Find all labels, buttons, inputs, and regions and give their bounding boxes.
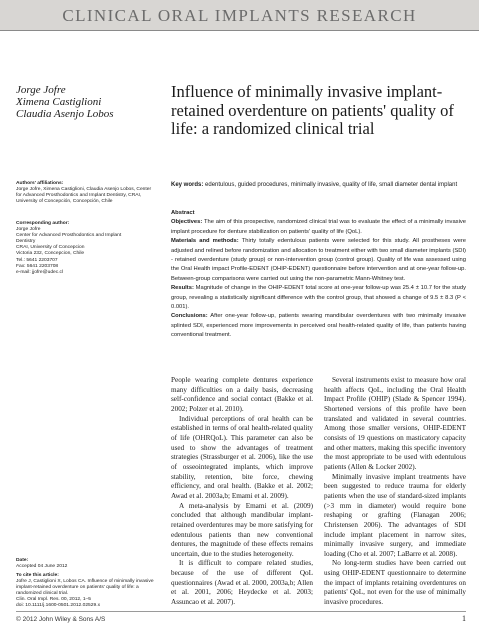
header-rule — [0, 30, 479, 31]
keywords-text: edentulous, guided procedures, minimally invasive, quality of life, small diameter dental implant — [205, 182, 458, 188]
affiliations-heading: Authors' affiliations: — [16, 181, 64, 186]
accepted-date — [16, 558, 67, 570]
affiliations-text: Jorge Jofre, Ximena Castiglioni, Claudia Asenjo Lobos, Center for Advanced Prosthodontics and Implant Dentistry, CRAI, University of Concepción, Concepción, Chile — [16, 187, 152, 205]
citation-label: To cite this article: — [16, 573, 59, 578]
body-column-left — [171, 376, 313, 608]
citation — [16, 573, 156, 610]
body-column-right — [324, 376, 466, 608]
page-number: 1 — [462, 614, 466, 623]
footer-rule — [16, 611, 466, 612]
correspondence-line: CRAI, University of Concepcion — [16, 245, 85, 251]
body-paragraph: Individual perceptions of oral health can be established in terms of oral health-related quality of life (OHRQoL). This parameter can also be used to show the advantages of treatment strategies (Strassburger et al. 2006), like the use of osseointegrated implants, which improve stability, retention, bite force, chewing efficiency, and oral health. (Bakke et al. 2002; Awad et al. 2003a,b; Emami et al. 2009). — [171, 414, 313, 500]
correspondence-line: Fax: 5641 2203708 — [16, 263, 59, 269]
abstract-heading: Abstract — [171, 210, 195, 216]
abstract-results-label: Results: — [171, 285, 194, 292]
author-name: Ximena Castiglioni — [16, 96, 102, 108]
abstract-objectives: The aim of this prospective, randomized clinical trial was to evaluate the effect of a minimally invasive implant procedure for denture stabilization on patients' quality of life (QoL). — [171, 219, 466, 235]
correspondence-heading: Corresponding author: — [16, 221, 70, 226]
journal-name: CLINICAL ORAL IMPLANTS RESEARCH — [62, 6, 417, 25]
copyright: © 2012 John Wiley & Sons A/S — [16, 616, 106, 623]
body-paragraph: People wearing complete dentures experience many difficulties on a daily basis, decreasing self-confidence and social contact (Bakke et al. 2002; Polzer et al. 2010). — [171, 376, 313, 413]
abstract-methods-label: Materials and methods: — [171, 238, 239, 245]
citation-journal-ref: Clin. Oral Impl. Res. 00, 2012, 1–5 — [16, 597, 92, 603]
body-paragraph: Minimally invasive implant treatments have been suggested to reduce trauma for elderly patients when the use of standard-sized implants (>3 mm in diameter) would require bone reshaping or grafting (Flanagan 2006; Christensen 2006). The advantages of SDI include implant placement in narrow sites, minimally invasive surgery, and immediate loading (Cho et al. 2007; LaBarre et al. 2008). — [324, 472, 466, 558]
abstract-conclusions-label: Conclusions: — [171, 313, 208, 320]
abstract-methods: Thirty totally edentulous patients were selected for this study. All prostheses were adjusted and relined before randomization and allocation to treatment either with two small diameter implants (SDI) - retained overdenture (study group) or non-intervention group (control group). Quality of life was assessed using the Oral Health impact Profile-EDENT (OHIP-EDENT) questionnaire before intervention and at one-year follow-up. Between-group comparisons were carried out using the non-parametric Mann-Whitney test. — [171, 238, 466, 282]
date-label: Date: — [16, 558, 29, 563]
keywords — [171, 181, 466, 190]
correspondence — [16, 221, 156, 276]
body-paragraph: No long-term studies have been carried out using OHIP-EDENT questionnaire to determine the impact of implants retaining overdentures on patients' QoL, not even for the use of minimally invasive procedures. — [324, 559, 466, 607]
correspondence-line: Dentistry — [16, 239, 36, 245]
correspondence-line: Tel.: 5641 2203707 — [16, 257, 58, 263]
affiliations — [16, 181, 156, 205]
author-name: Claudia Asenjo Lobos — [16, 108, 114, 120]
correspondence-line: Victoria 232, Concepcion, Chile — [16, 251, 85, 257]
body-paragraph: It is difficult to compare related studies, because of the use of different QoL questionnaires (Awad et al. 2000, 2003a,b; Allen et al. 2001, 2006; Heydecke et al. 2003; Assuncao et al. 2007). — [171, 559, 313, 607]
abstract-conclusions: After one-year follow-up, patients wearing mandibular overdentures with two minimally invasive splinted SDI, experienced more improvements in perceived oral health-related quality of life, than patients having conventional treatment. — [171, 313, 466, 339]
abstract — [171, 209, 466, 341]
citation-doi[interactable]: doi: 10.1111/j.1600-0501.2012.02529.x — [16, 603, 101, 609]
correspondence-line: Jorge Jofre — [16, 227, 41, 233]
date-text: Accepted 04 June 2012 — [16, 564, 68, 570]
abstract-results: Magnitude of change in the OHIP-EDENT total score at one-year follow-up was 25.4 ± 10.7 for the study group, revealing a statistically significant difference with the control group, that showed a change of 9.5 ± 8.3 (P < 0.001). — [171, 285, 466, 311]
body-paragraph: Several instruments exist to measure how oral health affects QoL, including the Oral Health Impact Profile (OHIP) (Slade & Spencer 1994). Shortened versions of this profile have been translated and validated in several countries. Among those smaller versions, OHIP-EDENT consists of 19 questions on masticatory capacity and other matters, making this specific inventory the most appropriate to be used with edentulous patients (Allen & Locker 2002). — [324, 376, 466, 471]
article-title: Influence of minimally invasive implant-retained overdenture on patients' quality of life: a randomized clinical trial — [171, 82, 454, 138]
keywords-label: Key words: — [171, 182, 204, 188]
author-list — [16, 84, 114, 120]
abstract-objectives-label: Objectives: — [171, 219, 203, 226]
citation-text: Jofre J, Castiglioni X, Lobos CA. Influence of minimally invasive implant-retained overdenture on patients' quality of life: a randomized clinical trial. — [16, 579, 154, 597]
body-paragraph: A meta-analysis by Emami et al. (2009) concluded that although mandibular implant-retained overdentures may be more satisfying for edentulous patients than new conventional dentures, the magnitude of these effects remains uncertain, due to the studies heterogeneity. — [171, 501, 313, 558]
correspondence-line: Center for Advanced Prosthodontics and Implant — [16, 233, 122, 239]
author-name: Jorge Jofre — [16, 84, 66, 96]
correspondence-email[interactable]: e-mail: jjofre@udec.cl — [16, 269, 64, 275]
